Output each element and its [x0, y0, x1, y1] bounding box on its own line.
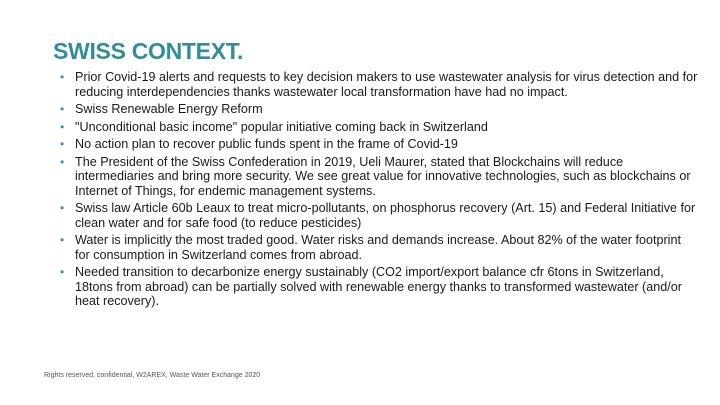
list-item — [58, 102, 698, 117]
bullet-icon: • — [60, 201, 65, 215]
bullet-icon: • — [60, 119, 65, 134]
bullet-icon: • — [60, 137, 65, 151]
bullet-icon: • — [60, 70, 65, 84]
list-item — [58, 120, 698, 135]
bullet-text: Swiss law Article 60b Leaux to treat micro-pollutants, on phosphorus recovery (Art. 15) and Federal Initiative for clean water and for safe food (to reduce pesticides) — [75, 201, 696, 230]
slide-title: SWISS CONTEXT. — [53, 38, 244, 64]
bullet-text: Needed transition to decarbonize energy sustainably (CO2 import/export balance cfr 6tons in Switzerland, 18tons from abroad) can be partially solved with renewable energy thanks to transformed wastewater (and/or heat recovery). — [75, 265, 682, 308]
bullet-icon: • — [60, 233, 65, 247]
bullet-text: No action plan to recover public funds spent in the frame of Covid-19 — [75, 137, 458, 151]
bullet-text: "Unconditional basic income" popular initiative coming back in Switzerland — [75, 119, 488, 134]
bullet-text: Water is implicitly the most traded good. Water risks and demands increase. About 82% of the water footprint for consumption in Switzerland comes from abroad. — [75, 233, 681, 262]
bullet-text: Prior Covid-19 alerts and requests to key decision makers to use wastewater analysis for virus detection and for reducing interdependencies thanks wastewater local transformation have had no impact. — [75, 70, 698, 99]
list-item — [58, 137, 698, 152]
list-item — [58, 70, 698, 99]
list-item — [58, 265, 698, 309]
bullet-text: The President of the Swiss Confederation in 2019, Ueli Maurer, stated that Blockchains will reduce intermediaries and bring more security. We see great value for innovative technologies, such as blockchains or Internet of Things, for endemic management systems. — [75, 154, 691, 198]
footer-note: Rights reserved, confidential, W2AREX, Waste Water Exchange 2020 — [44, 372, 261, 379]
bullet-text: Swiss Renewable Energy Reform — [75, 102, 263, 116]
bullet-icon: • — [60, 154, 65, 169]
bullet-icon: • — [60, 102, 65, 116]
bullet-icon: • — [60, 265, 65, 279]
bullet-list — [58, 70, 698, 312]
list-item — [58, 201, 698, 230]
list-item — [58, 233, 698, 262]
list-item — [58, 155, 698, 199]
